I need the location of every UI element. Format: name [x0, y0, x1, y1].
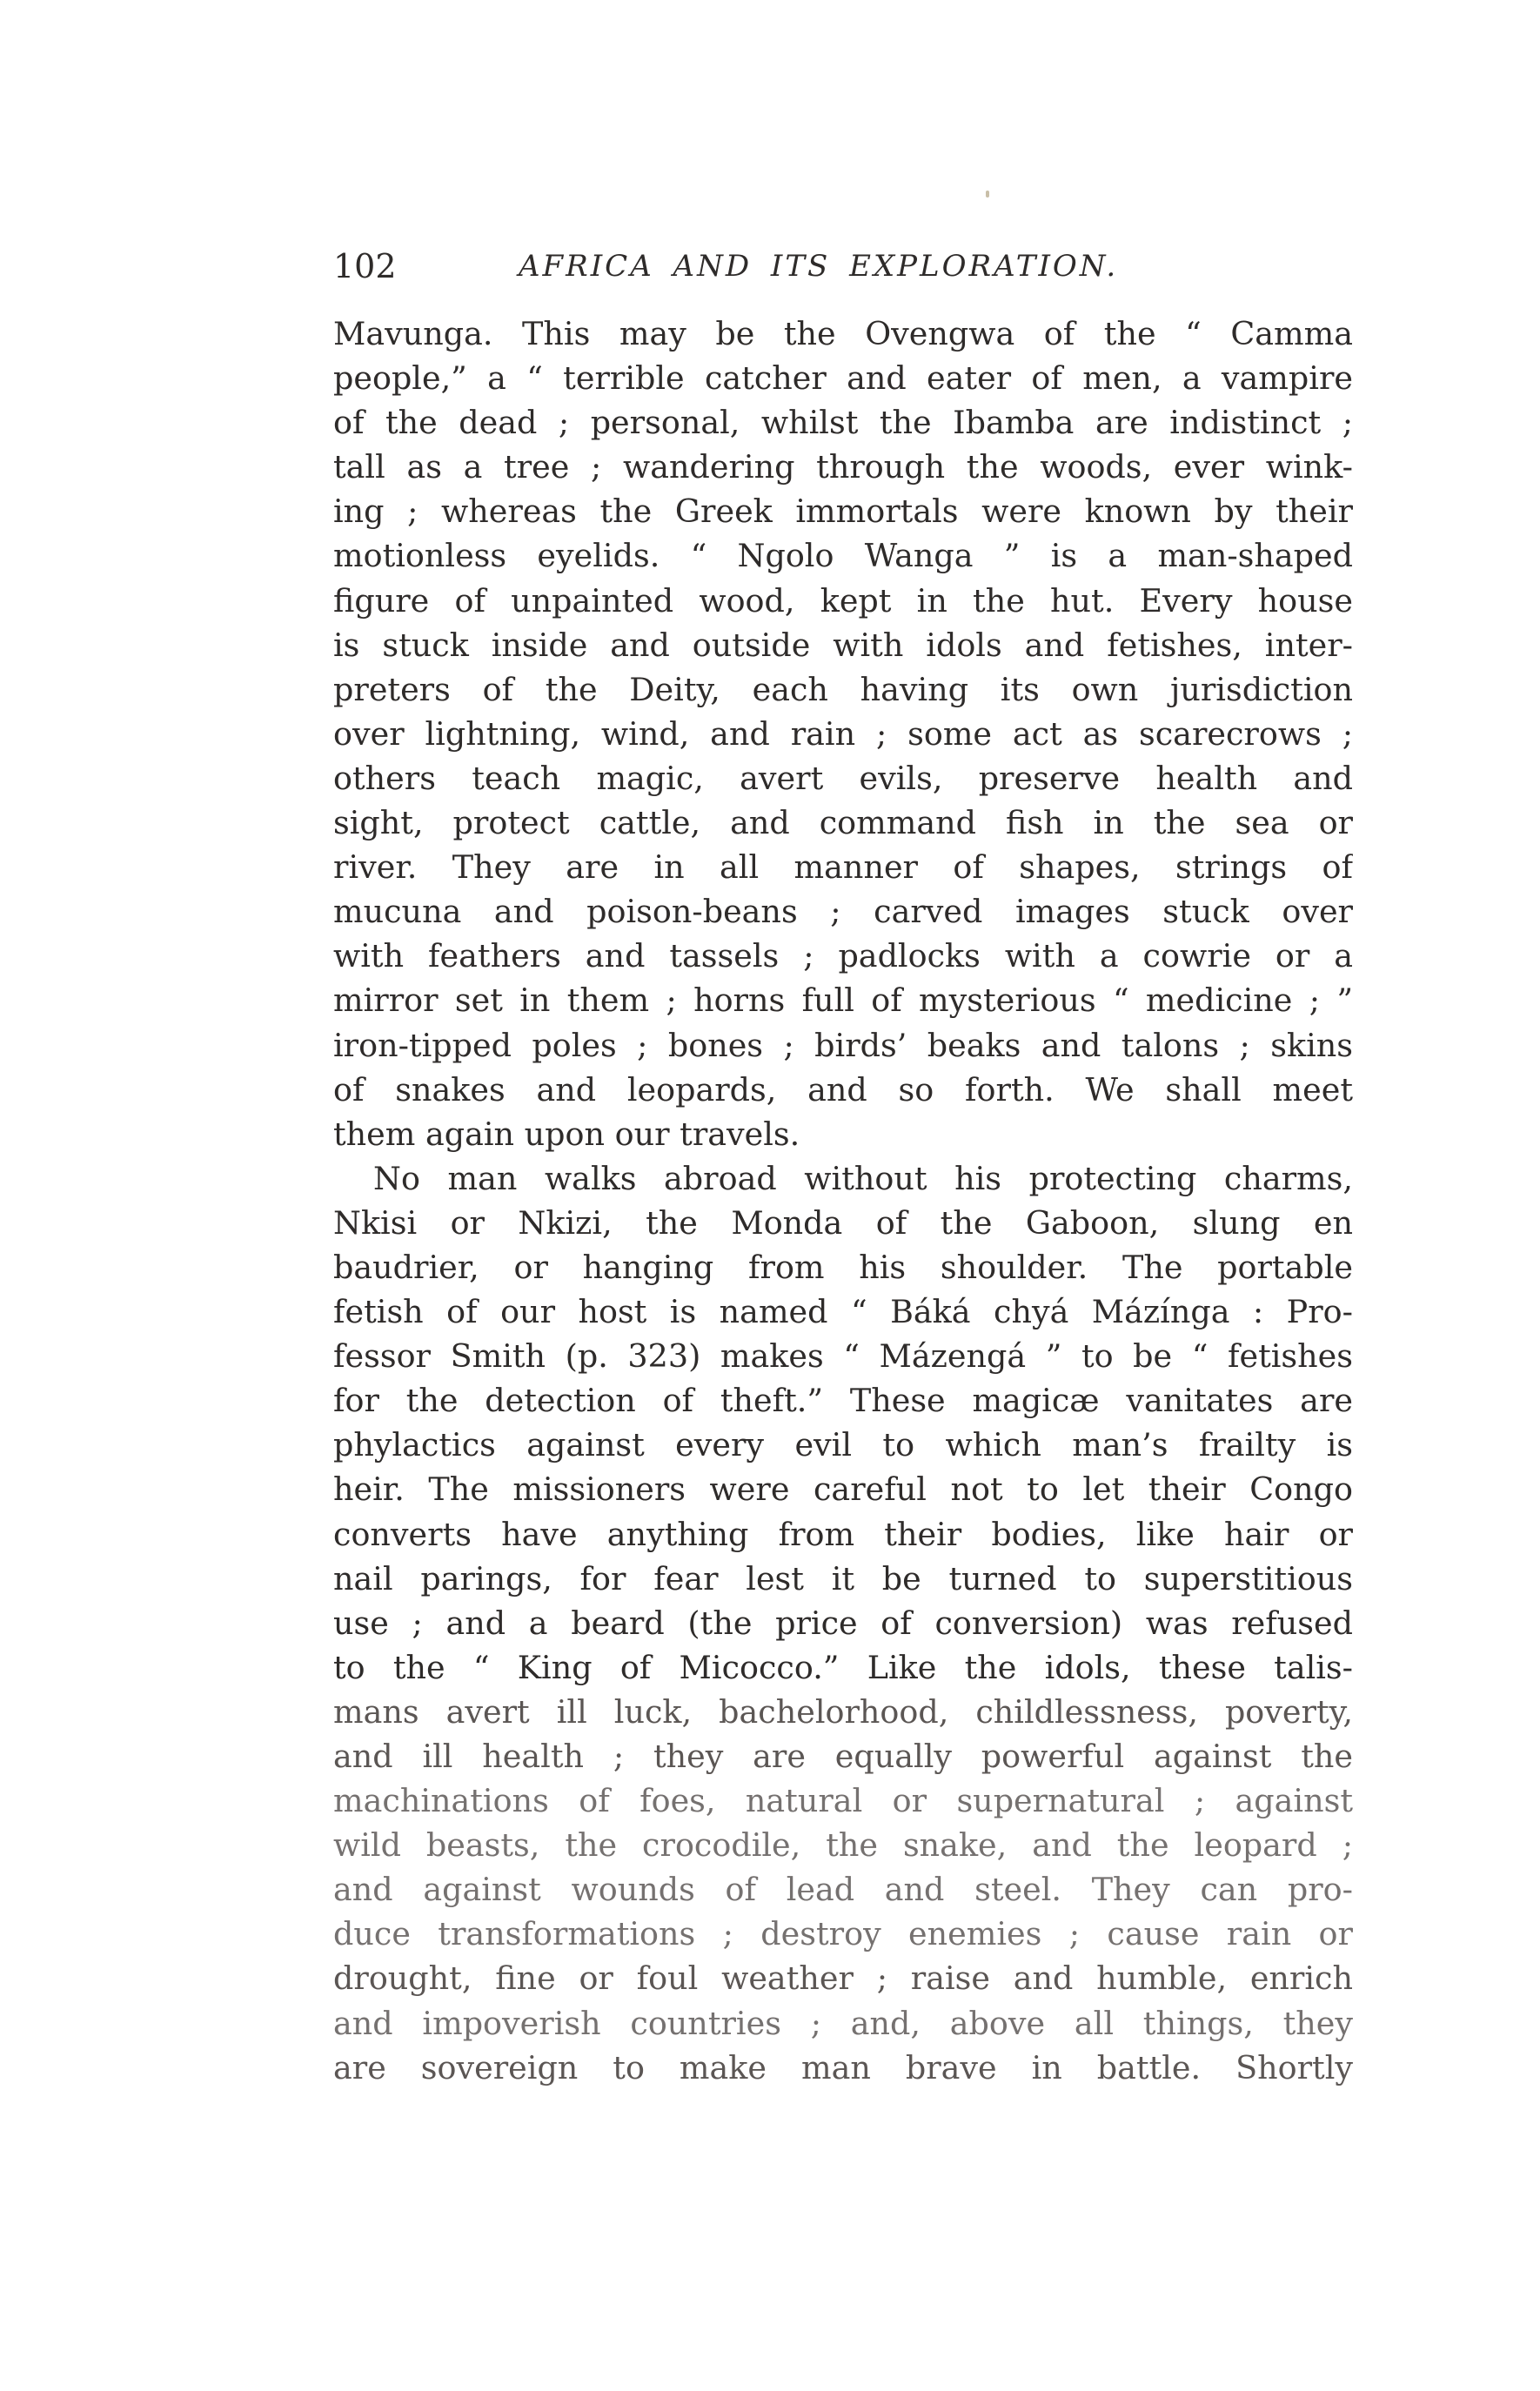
text-line: fetish of our host is named “ Báká chyá Mázínga : Pro-: [333, 1293, 1353, 1331]
running-title: AFRICA AND ITS EXPLORATION.: [519, 249, 1119, 284]
text-line: motionless eyelids. “ Ngolo Wanga ” is a man-shaped: [333, 537, 1353, 575]
text-line: wild beasts, the crocodile, the snake, and the leopard ;: [333, 1826, 1353, 1865]
text-line: others teach magic, avert evils, preserve health and: [333, 759, 1353, 797]
paragraph-start-line: No man walks abroad without his protecting charms,: [373, 1159, 1353, 1197]
text-line: for the detection of theft.” These magicæ vanitates are: [333, 1382, 1353, 1420]
body-text: [333, 311, 1353, 2090]
text-line: to the “ King of Micocco.” Like the idols, these talis-: [333, 1648, 1353, 1686]
text-line: Nkisi or Nkizi, the Monda of the Gaboon, slung en: [333, 1203, 1353, 1242]
text-line: tall as a tree ; wandering through the woods, ever wink-: [333, 448, 1353, 486]
text-line: river. They are in all manner of shapes, strings of: [333, 848, 1353, 887]
text-line: phylactics against every evil to which man’s frailty is: [333, 1426, 1353, 1464]
text-line: preters of the Deity, each having its own jurisdiction: [333, 670, 1353, 708]
text-line: of snakes and leopards, and so forth. We shall meet: [333, 1070, 1353, 1108]
text-line: drought, fine or foul weather ; raise and humble, enrich: [333, 1959, 1353, 1998]
text-line: is stuck inside and outside with idols and fetishes, inter-: [333, 626, 1353, 664]
text-line: are sovereign to make man brave in battle. Shortly: [333, 2048, 1353, 2086]
text-line: sight, protect cattle, and command fish in the sea or: [333, 804, 1353, 842]
page-number: 102: [333, 247, 397, 285]
text-line: iron-tipped poles ; bones ; birds’ beaks and talons ; skins: [333, 1026, 1353, 1064]
text-line: ing ; whereas the Greek immortals were known by their: [333, 492, 1353, 531]
text-line: fessor Smith (p. 323) makes “ Mázengá ” to be “ fetishes: [333, 1337, 1353, 1376]
text-line: people,” a “ terrible catcher and eater of men, a vampire: [333, 359, 1353, 398]
text-line: of the dead ; personal, whilst the Ibamba are indistinct ;: [333, 404, 1353, 442]
text-line: mirror set in them ; horns full of mysterious “ medicine ; ”: [333, 981, 1353, 1020]
text-line: mucuna and poison-beans ; carved images stuck over: [333, 893, 1353, 931]
text-line: machinations of foes, natural or supernatural ; against: [333, 1782, 1353, 1820]
text-line: and impoverish countries ; and, above all things, they: [333, 2004, 1353, 2042]
page-header: [333, 244, 1353, 289]
text-line: heir. The missioners were careful not to let their Congo: [333, 1470, 1353, 1509]
text-line: and ill health ; they are equally powerful against the: [333, 1738, 1353, 1775]
text-line: Mavunga. This may be the Ovengwa of the “ Camma: [333, 315, 1353, 352]
paragraph-end-line: them again upon our travels.: [333, 1115, 800, 1153]
text-line: with feathers and tassels ; padlocks with a cowrie or a: [333, 937, 1353, 975]
text-line: over lightning, wind, and rain ; some act as scarecrows ;: [333, 714, 1353, 753]
paper-speck: [986, 191, 989, 198]
text-line: duce transformations ; destroy enemies ; cause rain or: [333, 1915, 1353, 1953]
text-line: baudrier, or hanging from his shoulder. The portable: [333, 1248, 1353, 1286]
text-line: nail parings, for fear lest it be turned to superstitious: [333, 1559, 1353, 1597]
text-line: converts have anything from their bodies, like hair or: [333, 1515, 1353, 1553]
text-line: and against wounds of lead and steel. They can pro-: [333, 1871, 1353, 1909]
text-line: figure of unpainted wood, kept in the hut. Every house: [333, 581, 1353, 620]
text-line: mans avert ill luck, bachelorhood, childlessness, poverty,: [333, 1692, 1353, 1731]
text-line: use ; and a beard (the price of conversion) was refused: [333, 1604, 1353, 1642]
